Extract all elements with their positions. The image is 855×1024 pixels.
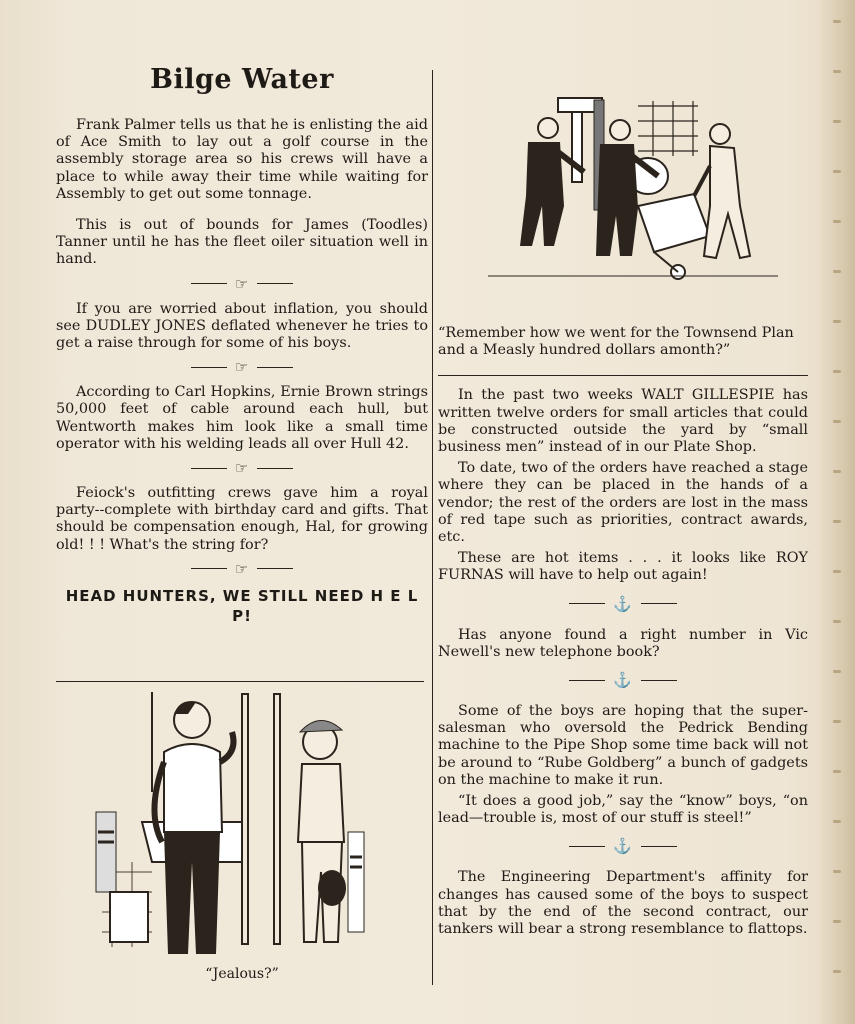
article-gillespie: In the past two weeks WALT GILLESPIE has written twelve orders for small articles that could be constructed outside the yard by “small business men” instead of in our Plate Shop. <box>438 387 808 456</box>
pointing-hand-icon: ☞ <box>234 358 250 377</box>
anchor-icon: ⚓ <box>613 594 633 613</box>
column-divider <box>432 70 433 985</box>
article-pedrick: Some of the boys are hoping that the super-salesman who oversold the Pedrick Bending machine to the Pipe Shop some time back will not be around to “Rube Goldberg” a bunch of gadgets on the machine to make it run. <box>438 703 808 788</box>
pointing-hand-icon: ☞ <box>234 559 250 578</box>
separator <box>438 837 808 855</box>
page-binding <box>821 0 855 1024</box>
right-column <box>438 325 808 938</box>
article-feiock: Feiock's outfitting crews gave him a royal party--complete with birthday card and gifts. That should be compensation enough, Hal, for growing old! ! ! What's the string for? <box>56 485 428 553</box>
pointing-hand-icon: ☞ <box>234 459 250 478</box>
article-gillespie-2: To date, two of the orders have reached a stage where they can be placed in the hands of a vendor; the rest of the orders are lost in the mass of red tape such as priorities, contract awards, etc. <box>438 460 808 546</box>
separator <box>56 560 428 578</box>
article-tanner: This is out of bounds for James (Toodles) Tanner until he has the fleet oiler situation well in hand. <box>56 217 428 268</box>
separator <box>438 671 808 689</box>
anchor-icon: ⚓ <box>613 837 633 856</box>
cartoon-caption-jealous: “Jealous?” <box>205 966 279 982</box>
cartoon-jealous <box>92 692 382 962</box>
separator <box>56 459 428 477</box>
left-column <box>56 60 428 626</box>
article-palmer: Frank Palmer tells us that he is enlisting the aid of Ace Smith to lay out a golf course in the assembly storage area so his crews will have a place to while away their time while waiting for Assembly to get out some tonnage. <box>56 117 428 202</box>
pointing-hand-icon: ☞ <box>234 274 250 293</box>
article-newell: Has anyone found a right number in Vic Newell's new telephone book? <box>438 626 808 660</box>
article-gillespie-3: These are hot items . . . it looks like ROY FURNAS will have to help out again! <box>438 550 808 584</box>
separator <box>56 275 428 293</box>
separator <box>56 358 428 376</box>
article-engineering: The Engineering Department's affinity for changes has caused some of the boys to suspect that by the end of the second contract, our tankers will bear a strong resemblance to flattops. <box>438 869 808 938</box>
article-inflation: If you are worried about inflation, you should see DUDLEY JONES deflated whenever he tries to get a raise through for some of his boys. <box>56 300 428 352</box>
anchor-icon: ⚓ <box>613 671 633 690</box>
cartoon-caption-townsend: “Remember how we went for the Townsend Plan and a Measly hundred dollars amonth?” <box>438 325 794 359</box>
left-rule <box>56 681 424 682</box>
cartoon-townsend-plan <box>488 96 778 286</box>
headline-head-hunters: HEAD HUNTERS, WE STILL NEED H E L P! <box>65 586 419 625</box>
page-title: Bilge Water <box>150 64 334 95</box>
article-pedrick-2: “It does a good job,” say the “know” boys, “on lead—trouble is, most of our stuff is steel!” <box>438 793 808 827</box>
article-hopkins: According to Carl Hopkins, Ernie Brown strings 50,000 feet of cable around each hull, but Wentworth makes him look like a small time operator with his welding leads all over Hull 42. <box>56 384 428 452</box>
separator <box>438 595 808 613</box>
